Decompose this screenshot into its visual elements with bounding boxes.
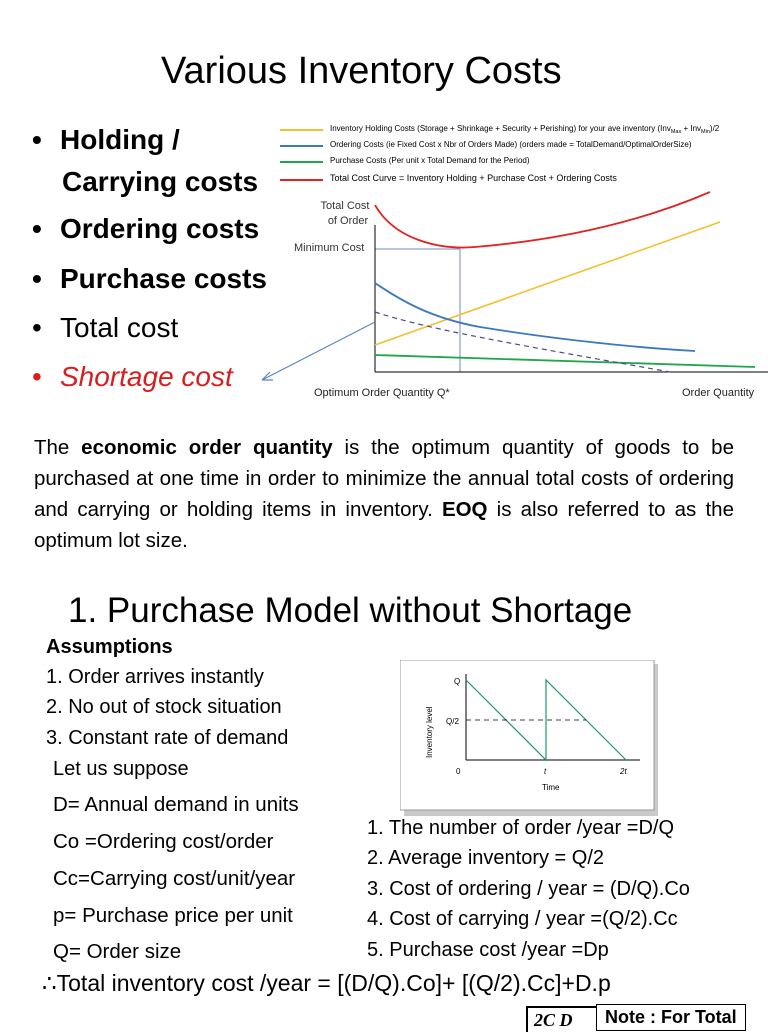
legend-total-label: Total Cost Curve = Inventory Holding + Purchase Cost + Ordering Costs — [330, 173, 617, 183]
variable-definition: Cc=Carrying cost/unit/year — [53, 867, 296, 890]
formula-item: 1. The number of order /year =D/Q — [367, 817, 675, 839]
formula-item: 4. Cost of carrying / year =(Q/2).Cc — [367, 908, 678, 930]
bullet-holding-line2: Carrying costs — [62, 166, 259, 197]
inventory-level-axis-label: Inventory level — [425, 706, 434, 758]
bullet-purchase-label: Purchase costs — [60, 263, 267, 294]
variable-definition: p= Purchase price per unit — [53, 904, 293, 927]
y-tick-zero: 0 — [456, 767, 461, 776]
assumptions-heading: Assumptions — [46, 636, 173, 658]
legend-purchase-label: Purchase Costs (Per unit x Total Demand for the Period) — [330, 156, 530, 165]
x-tick-2t: 2t — [620, 767, 627, 776]
total-cost-curve — [375, 192, 710, 248]
section-heading: 1. Purchase Model without Shortage — [68, 591, 633, 630]
shortage-arrow — [262, 322, 375, 380]
para-text: is also referred to as the optimum lot size. — [34, 498, 734, 552]
inventory-cost-chart — [0, 0, 768, 420]
ordering-cost-curve — [375, 283, 695, 351]
bullet-ordering-label: Ordering costs — [60, 213, 260, 244]
variable-definition: Q= Order size — [53, 940, 182, 963]
bullet-dot: • — [32, 312, 42, 343]
x-tick-t: t — [544, 767, 547, 776]
variable-definition: Co =Ordering cost/order — [53, 830, 274, 853]
formula-item: 2. Average inventory = Q/2 — [367, 847, 605, 869]
eoq-definition — [34, 432, 734, 556]
total-cost-formula: ∴Total inventory cost /year = [(D/Q).Co]+ [(Q/2).Cc]+D.p — [42, 970, 611, 996]
eoq-formula-fragment — [526, 1006, 596, 1032]
bullet-dot: • — [32, 124, 42, 155]
inventory-level-chart — [400, 660, 660, 820]
y-tick-q2: Q/2 — [446, 717, 459, 726]
bullet-holding-line1: Holding / — [60, 124, 180, 155]
time-axis-label: Time — [542, 783, 560, 792]
formula-item: 3. Cost of ordering / year = (D/Q).Co — [367, 878, 690, 900]
y-axis-label-line2: of Order — [327, 215, 369, 227]
para-bold-eoq-term: economic order quantity — [81, 436, 333, 459]
bullet-dot: • — [32, 263, 42, 294]
assumption-item: 2. No out of stock situation — [46, 696, 282, 718]
bullet-dot: • — [32, 361, 42, 392]
minimum-cost-label: Minimum Cost — [294, 242, 365, 254]
let-us-suppose: Let us suppose — [53, 758, 189, 780]
bullet-total-label: Total cost — [60, 312, 179, 343]
x-axis-end-label: Order Quantity — [682, 387, 755, 399]
legend-holding-label: Inventory Holding Costs (Storage + Shrinkage + Security + Perishing) for your ave inventory (Inv$_{Max}$ + Inv$_{Min}$)/2 — [330, 124, 720, 135]
x-axis-optimum-label: Optimum Order Quantity Q* — [314, 387, 450, 399]
variable-definition: D= Annual demand in units — [53, 793, 299, 816]
purchase-cost-curve — [375, 355, 755, 367]
para-text: is the optimum quantity of goods to be purchased at one time in order to minimize the annual total costs of ordering and carrying or holding items in inventory. — [34, 436, 734, 521]
holding-cost-curve — [375, 222, 720, 345]
bullet-dot: • — [32, 213, 42, 244]
shortage-arrowhead-icon — [262, 372, 273, 380]
para-bold-eoq: EOQ — [441, 498, 488, 521]
assumption-item: 1. Order arrives instantly — [46, 666, 264, 688]
y-axis-label-line1: Total Cost — [320, 200, 370, 212]
bullet-shortage-label: Shortage cost — [60, 361, 233, 392]
legend-ordering-label: Ordering Costs (ie Fixed Cost x Nbr of Orders Made) (orders made = TotalDemand/OptimalOrderSize) — [330, 140, 692, 149]
formula-item: 5. Purchase cost /year =Dp — [367, 939, 609, 961]
note-box: Note : For Total — [596, 1004, 746, 1031]
page-title: Various Inventory Costs — [161, 50, 562, 92]
eoq-formula-text: 2C D — [534, 1010, 573, 1030]
para-text: The — [34, 436, 82, 459]
chart-frame — [400, 660, 654, 810]
assumption-item: 3. Constant rate of demand — [46, 727, 289, 749]
y-tick-q: Q — [454, 677, 461, 686]
